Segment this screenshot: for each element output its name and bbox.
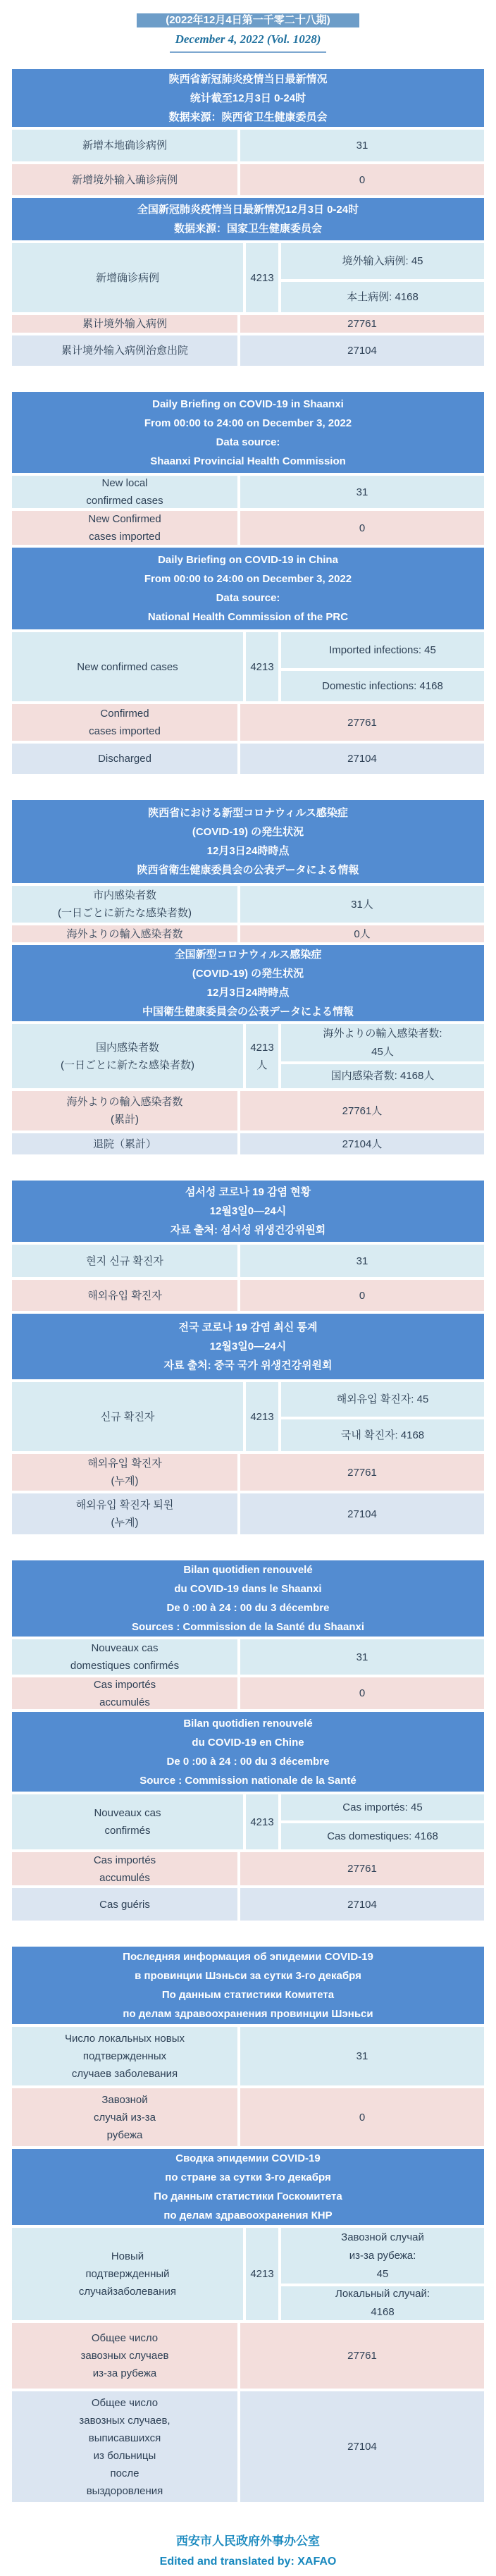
table-row bbox=[12, 335, 484, 366]
table-row bbox=[12, 744, 484, 774]
table-shaanxi-en bbox=[12, 392, 484, 545]
header-line: 数据来源：国家卫生健康委员会 bbox=[173, 223, 322, 235]
table-row-split bbox=[12, 632, 484, 701]
footer-credit: Edited and translated by: XAFAO bbox=[159, 2556, 337, 2568]
lang-block-french bbox=[12, 1560, 484, 1921]
section-header-shaanxi-ko bbox=[12, 1181, 484, 1242]
header-line: Последняя информация об эпидемии COVID-19 bbox=[123, 1951, 373, 1963]
sub-value-imported: 境外输入病例: 45 bbox=[281, 243, 484, 279]
header-line: Daily Briefing on COVID-19 in Shaanxi bbox=[152, 398, 344, 410]
table-row bbox=[12, 476, 484, 508]
header-line: 陕西省における新型コロナウィルス感染症 bbox=[148, 807, 348, 819]
row-value: 0 bbox=[240, 2088, 484, 2146]
row-value: 27104 bbox=[240, 1493, 484, 1534]
issue-subtitle: December 4, 2022 (Vol. 1028) bbox=[175, 32, 321, 46]
header-line: Bilan quotidien renouvelé bbox=[183, 1717, 313, 1730]
row-label: 新增本地确诊病例 bbox=[12, 130, 237, 161]
table-row-split bbox=[12, 1382, 484, 1451]
header-line: From 00:00 to 24:00 on December 3, 2022 bbox=[144, 573, 352, 585]
row-label: Nouveaux cas confirmés bbox=[12, 1794, 243, 1849]
sub-value-domestic: Локальный случай: 4168 bbox=[281, 2286, 484, 2320]
header-line: По данным статистики Комитета bbox=[161, 1989, 335, 2001]
section-header-china-zh bbox=[12, 198, 484, 240]
header-line: 12月3日24時時点 bbox=[206, 987, 290, 999]
row-value: 27761 bbox=[240, 2323, 484, 2389]
row-label: 해외유입 확진자 퇴원 (누계) bbox=[12, 1493, 237, 1534]
row-total: 4213 bbox=[246, 243, 278, 312]
header-line: Data source: bbox=[216, 592, 280, 604]
row-total: 4213人 bbox=[246, 1024, 278, 1088]
table-china-en bbox=[12, 548, 484, 774]
row-label: New local confirmed cases bbox=[12, 476, 237, 508]
section-header-shaanxi-en bbox=[12, 392, 484, 473]
sub-value-domestic: 국내 확진자: 4168 bbox=[281, 1419, 484, 1451]
table-china-ja bbox=[12, 945, 484, 1154]
row-value: 31人 bbox=[240, 886, 484, 923]
header-line: 12월3일0—24시 bbox=[209, 1205, 287, 1217]
row-value: 27104 bbox=[240, 1888, 484, 1921]
row-value: 27761 bbox=[240, 315, 484, 333]
row-label: Общее число завозных случаев из-за рубежа bbox=[12, 2323, 237, 2389]
table-row bbox=[12, 2088, 484, 2146]
header-line: Daily Briefing on COVID-19 in China bbox=[158, 554, 338, 566]
row-label: 海外よりの輸入感染者数 (累計) bbox=[12, 1091, 237, 1130]
section-header-china-en bbox=[12, 548, 484, 629]
table-china-fr bbox=[12, 1712, 484, 1921]
header-line: 자료 출처: 중국 국가 위생건강위원회 bbox=[163, 1360, 333, 1372]
header-line: From 00:00 to 24:00 on December 3, 2022 bbox=[144, 417, 352, 429]
row-value: 0 bbox=[240, 1280, 484, 1311]
row-label: 市内感染者数 (一日ごとに新たな感染者数) bbox=[12, 886, 237, 923]
table-row bbox=[12, 2027, 484, 2085]
row-label: Завозной случай из-за рубежа bbox=[12, 2088, 237, 2146]
row-label: New Confirmed cases imported bbox=[12, 511, 237, 545]
lang-block-korean bbox=[12, 1181, 484, 1534]
row-value: 31 bbox=[240, 1639, 484, 1675]
table-row bbox=[12, 704, 484, 741]
row-label: 海外よりの輸入感染者数 bbox=[12, 925, 237, 942]
header-line: (COVID-19) の発生状況 bbox=[192, 968, 304, 980]
table-row bbox=[12, 1280, 484, 1311]
header-line: du COVID-19 en Chine bbox=[192, 1736, 304, 1749]
header-line: 12月3日24時時点 bbox=[206, 845, 290, 857]
header-line: 全国新型コロナウィルス感染症 bbox=[174, 949, 322, 961]
table-row bbox=[12, 511, 484, 545]
header-line: 섬서성 코로나 19 감염 현황 bbox=[185, 1186, 311, 1198]
row-label: 新增境外输入确诊病例 bbox=[12, 164, 237, 195]
header-line: по делам здравоохранения провинции Шэньси bbox=[123, 2008, 373, 2020]
header-line: Сводка эпидемии COVID-19 bbox=[175, 2152, 321, 2164]
header-line: 자료 출처: 섬서성 위생건강위원회 bbox=[170, 1224, 326, 1236]
row-label: 退院（累計） bbox=[12, 1133, 237, 1154]
sub-value-imported: 해외유입 확진자: 45 bbox=[281, 1382, 484, 1417]
header-line: De 0 :00 à 24 : 00 du 3 décembre bbox=[166, 1602, 330, 1614]
row-value: 31 bbox=[240, 476, 484, 508]
row-label: 新增确诊病例 bbox=[12, 243, 243, 312]
row-total: 4213 bbox=[246, 2228, 278, 2320]
table-shaanxi-ru bbox=[12, 1947, 484, 2146]
row-label: Cas importés accumulés bbox=[12, 1852, 237, 1885]
section-header-shaanxi-zh bbox=[12, 69, 484, 127]
row-value: 0 bbox=[240, 1677, 484, 1709]
table-row bbox=[12, 2391, 484, 2502]
row-label: Число локальных новых подтвержденных случаев заболевания bbox=[12, 2027, 237, 2085]
header-line: du COVID-19 dans le Shaanxi bbox=[174, 1583, 322, 1595]
table-shaanxi-ko bbox=[12, 1181, 484, 1311]
header-line: 统计截至12月3日 0-24时 bbox=[190, 92, 306, 104]
header-line: (COVID-19) の発生状況 bbox=[192, 826, 304, 838]
sub-values bbox=[281, 1024, 484, 1088]
sub-value-imported: Завозной случай из-за рубежа: 45 bbox=[281, 2228, 484, 2284]
row-label: New confirmed cases bbox=[12, 632, 243, 701]
row-value: 0人 bbox=[240, 925, 484, 942]
table-row-split bbox=[12, 243, 484, 312]
table-china-zh bbox=[12, 198, 484, 366]
table-row bbox=[12, 1852, 484, 1885]
header-line: 全国新冠肺炎疫情当日最新情况12月3日 0-24时 bbox=[137, 204, 359, 216]
row-label: 해외유입 확진자 bbox=[12, 1280, 237, 1311]
row-value: 27761 bbox=[240, 704, 484, 741]
header-line: в провинции Шэньси за сутки 3-го декабря bbox=[135, 1970, 361, 1982]
table-row bbox=[12, 1493, 484, 1534]
table-row bbox=[12, 1639, 484, 1675]
table-row bbox=[12, 925, 484, 942]
table-row-split bbox=[12, 1794, 484, 1849]
header-line: Sources : Commission de la Santé du Shaanxi bbox=[131, 1621, 365, 1633]
row-value: 0 bbox=[240, 164, 484, 195]
row-label: 累计境外输入病例治愈出院 bbox=[12, 335, 237, 366]
table-row bbox=[12, 1091, 484, 1130]
table-row bbox=[12, 315, 484, 333]
section-header-china-ko bbox=[12, 1314, 484, 1379]
header-line: Data source: bbox=[216, 436, 280, 448]
header-line: 전국 코로나 19 감염 최신 통계 bbox=[178, 1321, 318, 1333]
table-shaanxi-zh bbox=[12, 69, 484, 195]
row-value: 0 bbox=[240, 511, 484, 545]
table-row bbox=[12, 130, 484, 161]
header-line: Bilan quotidien renouvelé bbox=[183, 1564, 313, 1576]
lang-block-chinese bbox=[12, 69, 484, 366]
lang-block-japanese bbox=[12, 800, 484, 1154]
header-line: По данным статистики Госкомитета bbox=[154, 2190, 342, 2202]
section-header-shaanxi-ja bbox=[12, 800, 484, 883]
sub-value-domestic: Cas domestiques: 4168 bbox=[281, 1823, 484, 1849]
table-row-split bbox=[12, 1024, 484, 1088]
sub-value-imported: Cas importés: 45 bbox=[281, 1794, 484, 1820]
header-line: De 0 :00 à 24 : 00 du 3 décembre bbox=[166, 1755, 330, 1768]
row-value: 27104 bbox=[240, 2391, 484, 2502]
table-row bbox=[12, 886, 484, 923]
header-line: 数据来源：陕西省卫生健康委员会 bbox=[168, 111, 328, 123]
header-line: 中国衛生健康委員会の公表データによる情報 bbox=[142, 1006, 354, 1018]
row-value: 27104人 bbox=[240, 1133, 484, 1154]
row-total: 4213 bbox=[246, 632, 278, 701]
section-header-china-ja bbox=[12, 945, 484, 1021]
header-line: Source : Commission nationale de la Santé bbox=[140, 1774, 356, 1787]
section-header-shaanxi-fr bbox=[12, 1560, 484, 1637]
row-value: 27761 bbox=[240, 1454, 484, 1491]
table-row-split bbox=[12, 2228, 484, 2320]
header-line: 陕西省新冠肺炎疫情当日最新情况 bbox=[168, 73, 328, 85]
footer bbox=[0, 2533, 496, 2575]
header-line: Shaanxi Provincial Health Commission bbox=[150, 455, 346, 467]
lang-block-russian bbox=[12, 1947, 484, 2502]
row-total: 4213 bbox=[246, 1382, 278, 1451]
row-value: 31 bbox=[240, 1245, 484, 1277]
table-shaanxi-ja bbox=[12, 800, 484, 942]
section-header-china-ru bbox=[12, 2149, 484, 2225]
sub-values bbox=[281, 632, 484, 701]
row-label: 신규 확진자 bbox=[12, 1382, 243, 1451]
row-label: Общее число завозных случаев, выписавшихся из больницы после выздоровления bbox=[12, 2391, 237, 2502]
sub-value-domestic: 国内感染者数: 4168人 bbox=[281, 1064, 484, 1088]
row-total: 4213 bbox=[246, 1794, 278, 1849]
row-label: Cas importés accumulés bbox=[12, 1677, 237, 1709]
sub-value-imported: 海外よりの輸入感染者数: 45人 bbox=[281, 1024, 484, 1061]
lang-block-english bbox=[12, 392, 484, 774]
row-label: Cas guéris bbox=[12, 1888, 237, 1921]
table-china-ru bbox=[12, 2149, 484, 2502]
issue-title-bar: (2022年12月4日第一千零二十八期) bbox=[137, 13, 359, 27]
header-line: 陕西省衛生健康委員会の公表データによる情報 bbox=[137, 864, 359, 876]
table-row bbox=[12, 1888, 484, 1921]
row-label: 累计境外输入病例 bbox=[12, 315, 237, 333]
header-line: по делам здравоохранения КНР bbox=[163, 2210, 333, 2221]
briefing-document bbox=[0, 13, 496, 2575]
table-row bbox=[12, 1133, 484, 1154]
sub-values bbox=[281, 243, 484, 312]
footer-office-name: 西安市人民政府外事办公室 bbox=[176, 2534, 320, 2548]
row-value: 31 bbox=[240, 130, 484, 161]
table-shaanxi-fr bbox=[12, 1560, 484, 1709]
row-value: 27761 bbox=[240, 1852, 484, 1885]
divider-line bbox=[170, 51, 326, 53]
table-row bbox=[12, 164, 484, 195]
row-value: 27761人 bbox=[240, 1091, 484, 1130]
row-label: 해외유입 확진자 (누계) bbox=[12, 1454, 237, 1491]
sub-values bbox=[281, 1794, 484, 1849]
section-header-shaanxi-ru bbox=[12, 1947, 484, 2024]
row-label: Новый подтвержденный случайзаболевания bbox=[12, 2228, 243, 2320]
sub-values bbox=[281, 1382, 484, 1451]
sub-value-imported: Imported infections: 45 bbox=[281, 632, 484, 668]
table-row bbox=[12, 1245, 484, 1277]
table-china-ko bbox=[12, 1314, 484, 1534]
row-label: 현지 신규 확진자 bbox=[12, 1245, 237, 1277]
row-label: Confirmed cases imported bbox=[12, 704, 237, 741]
row-value: 27104 bbox=[240, 335, 484, 366]
sub-value-domestic: Domestic infections: 4168 bbox=[281, 671, 484, 701]
row-value: 31 bbox=[240, 2027, 484, 2085]
header-line: National Health Commission of the PRC bbox=[147, 611, 349, 623]
header-line: 12월3일0—24시 bbox=[209, 1341, 287, 1352]
section-header-china-fr bbox=[12, 1712, 484, 1792]
header-line: по стране за сутки 3-го декабря bbox=[165, 2171, 331, 2183]
table-row bbox=[12, 2323, 484, 2389]
row-label: 国内感染者数 (一日ごとに新たな感染者数) bbox=[12, 1024, 243, 1088]
sub-value-domestic: 本土病例: 4168 bbox=[281, 282, 484, 312]
row-value: 27104 bbox=[240, 744, 484, 774]
table-row bbox=[12, 1454, 484, 1491]
row-label: Discharged bbox=[12, 744, 237, 774]
table-row bbox=[12, 1677, 484, 1709]
sub-values bbox=[281, 2228, 484, 2320]
row-label: Nouveaux cas domestiques confirmés bbox=[12, 1639, 237, 1675]
